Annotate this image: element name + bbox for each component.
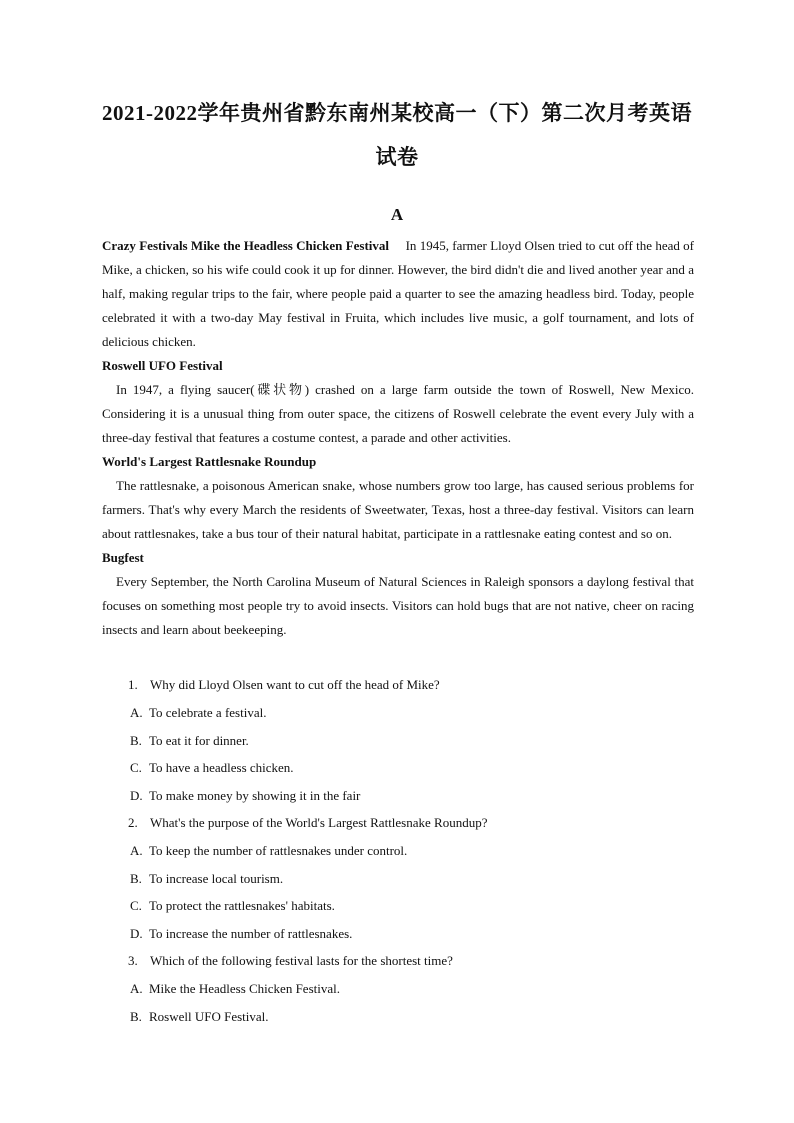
paragraph-4: Every September, the North Carolina Museum of Natural Sciences in Raleigh sponsors a daylong festival that focuses on something most people try to avoid insects. Visitors can hold bugs that are not native, cheer on racing insects and learn about beekeeping. (102, 574, 694, 637)
question-number: 1. (128, 677, 138, 692)
option-1b: B. To eat it for dinner. (130, 733, 249, 748)
exam-title-line-2: 试卷 (375, 145, 419, 169)
question-3 (128, 953, 453, 969)
festival-heading-1: Crazy Festivals Mike the Headless Chicken Festival (102, 238, 390, 253)
option-1c: C. To have a headless chicken. (130, 760, 294, 775)
question-text: Which of the following festival lasts for the shortest time? (150, 953, 453, 968)
option-3a: A. Mike the Headless Chicken Festival. (130, 981, 340, 996)
question-number: 3. (128, 953, 138, 968)
exam-title-line-1: 2021-2022学年贵州省黔东南州某校高一（下）第二次月考英语 (102, 101, 692, 125)
option-2c: C. To protect the rattlesnakes' habitats. (130, 898, 335, 913)
option-2d: D. To increase the number of rattlesnakes. (130, 926, 353, 941)
paragraph-2: In 1947, a flying saucer(碟状物) crashed on a large farm outside the town of Roswell, New Mexico. Considering it is a unusual thing from outer space, the citizens of Roswell celebrate the event every July with a three-day festival that features a costume contest, a parade and other activities. (102, 382, 694, 445)
option-1d: D. To make money by showing it in the fair (130, 788, 361, 803)
section-label: A (390, 205, 404, 224)
festival-heading-3: World's Largest Rattlesnake Roundup (102, 454, 317, 469)
question-text: What's the purpose of the World's Largest Rattlesnake Roundup? (150, 815, 488, 830)
option-2a: A. To keep the number of rattlesnakes under control. (130, 843, 408, 858)
option-1a: A. To celebrate a festival. (130, 705, 267, 720)
paragraph-1 (102, 234, 694, 354)
festival-heading-4: Bugfest (102, 550, 144, 565)
question-number: 2. (128, 815, 138, 830)
option-2b: B. To increase local tourism. (130, 871, 284, 886)
paragraph-3: The rattlesnake, a poisonous American snake, whose numbers grow too large, has caused serious problems for farmers. That's why every March the residents of Sweetwater, Texas, host a three-day festival. Visitors can learn about rattlesnakes, take a bus tour of their natural habitat, participate in a rattlesnake eating contest and so on. (102, 478, 694, 541)
paragraph-1-text: In 1945, farmer Lloyd Olsen tried to cut off the head of Mike, a chicken, so his wife could cook it up for dinner. However, the bird didn't die and lived another year and a half, making regular trips to the fair, where people paid a quarter to see the amazing headless bird. Today, people celebrated it with a two-day May festival in Fruita, which includes live music, a golf tournament, and lots of delicious chicken. (102, 238, 695, 349)
question-text: Why did Lloyd Olsen want to cut off the head of Mike? (150, 677, 440, 692)
festival-heading-2: Roswell UFO Festival (102, 358, 223, 373)
question-1 (128, 677, 440, 693)
reading-passage (102, 234, 694, 642)
option-3b: B. Roswell UFO Festival. (130, 1009, 269, 1024)
question-2 (128, 815, 487, 831)
